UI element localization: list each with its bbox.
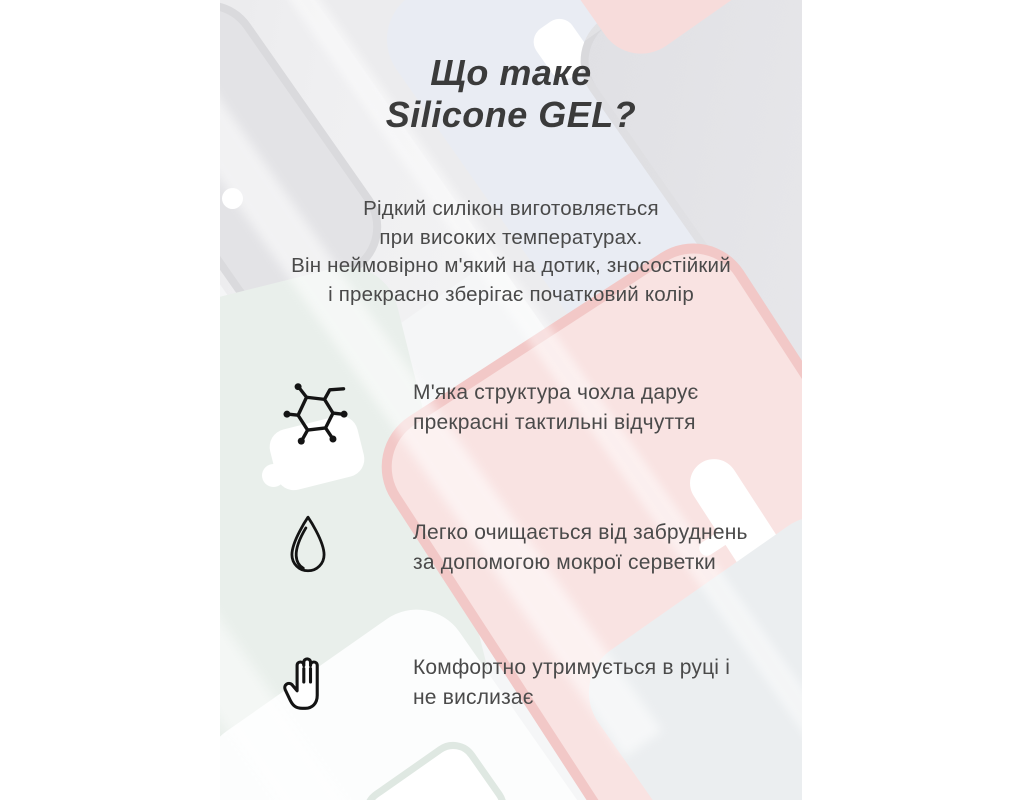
feature-line: за допомогою мокрої серветки xyxy=(413,551,716,574)
feature-line: прекрасні тактильні відчуття xyxy=(413,411,696,434)
water-drop-icon xyxy=(284,514,332,574)
intro-line: і прекрасно зберігає початковий колір xyxy=(328,282,694,306)
feature-line: М'яка структура чохла дарує xyxy=(413,381,699,404)
hand-icon xyxy=(280,650,340,714)
slide-artboard xyxy=(220,0,802,800)
feature-grip xyxy=(413,653,730,713)
intro-line: Він неймовірно м'який на дотик, зносостійкий xyxy=(291,254,731,277)
feature-line: Легко очищається від забруднень xyxy=(413,521,748,544)
feature-line: не вислизає xyxy=(413,686,534,709)
feature-line: Комфортно утримується в руці і xyxy=(413,656,731,679)
intro-paragraph xyxy=(220,195,802,309)
title-line-1: Що таке xyxy=(430,52,592,93)
molecule-icon xyxy=(278,374,352,448)
feature-tactile xyxy=(413,378,698,438)
page-title xyxy=(220,52,802,136)
intro-line: Рідкий силікон виготовляється xyxy=(363,197,659,220)
intro-line: при високих температурах. xyxy=(379,225,643,249)
camera-hole-cutout xyxy=(262,464,285,487)
feature-cleaning xyxy=(413,518,748,578)
title-line-2: Silicone GEL? xyxy=(385,94,637,135)
